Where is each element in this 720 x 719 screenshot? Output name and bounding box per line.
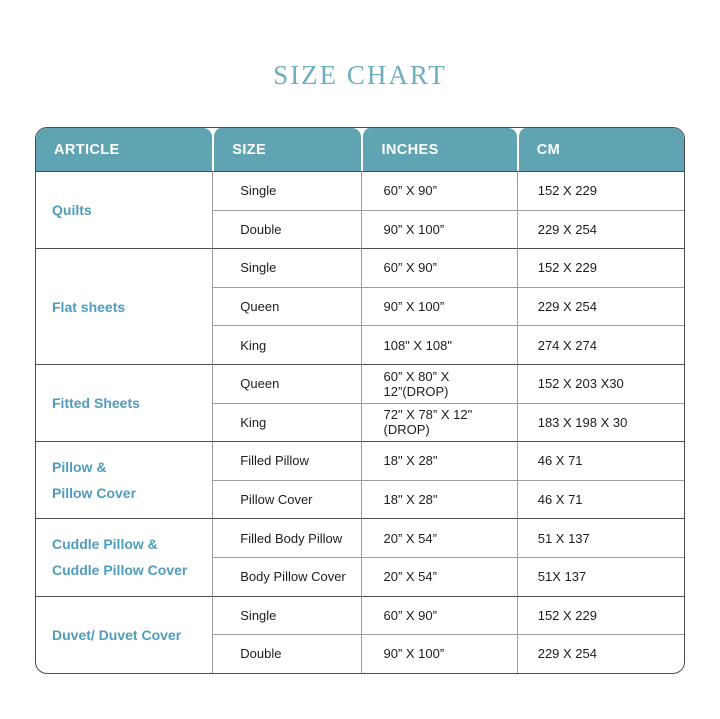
size-cell: Queen	[212, 364, 361, 403]
cm-cell: 152 X 229	[517, 596, 684, 635]
size-cell: Double	[212, 634, 361, 673]
inches-cell: 60” X 90”	[361, 171, 516, 210]
inches-cell: 20” X 54”	[361, 557, 516, 596]
column-header-size: SIZE	[212, 128, 361, 171]
cm-cell: 183 X 198 X 30	[517, 403, 684, 442]
article-label: Cuddle Pillow Cover	[52, 562, 188, 579]
inches-cell: 60” X 80” X 12”(DROP)	[361, 364, 516, 403]
size-cell: Single	[212, 596, 361, 635]
cm-cell: 229 X 254	[517, 287, 684, 326]
table-row	[36, 171, 684, 210]
cm-cell: 46 X 71	[517, 441, 684, 480]
inches-cell: 60” X 90”	[361, 596, 516, 635]
cm-cell: 229 X 254	[517, 210, 684, 249]
size-cell: Body Pillow Cover	[212, 557, 361, 596]
inches-cell: 90” X 100”	[361, 287, 516, 326]
size-cell: Single	[212, 248, 361, 287]
size-cell: Pillow Cover	[212, 480, 361, 519]
size-cell: Filled Pillow	[212, 441, 361, 480]
inches-cell: 108" X 108"	[361, 325, 516, 364]
inches-cell: 72" X 78” X 12"(DROP)	[361, 403, 516, 442]
cm-cell: 51 X 137	[517, 518, 684, 557]
article-label: Duvet/ Duvet Cover	[52, 626, 182, 643]
cm-cell: 152 X 203 X30	[517, 364, 684, 403]
article-label: Fitted Sheets	[52, 395, 140, 412]
size-cell: Filled Body Pillow	[212, 518, 361, 557]
cm-cell: 51X 137	[517, 557, 684, 596]
inches-cell: 60” X 90”	[361, 248, 516, 287]
table-row	[36, 518, 684, 557]
article-label: Flat sheets	[52, 298, 126, 315]
article-label: Quilts	[52, 202, 92, 219]
inches-cell: 90” X 100”	[361, 210, 516, 249]
size-chart-table	[35, 127, 685, 674]
table-row	[36, 596, 684, 635]
table-row	[36, 248, 684, 287]
cm-cell: 152 X 229	[517, 248, 684, 287]
column-header-article: ARTICLE	[36, 128, 212, 171]
article-label: Pillow &	[52, 459, 107, 476]
size-cell: King	[212, 403, 361, 442]
inches-cell: 18" X 28"	[361, 441, 516, 480]
table-row	[36, 441, 684, 480]
article-label: Pillow Cover	[52, 485, 137, 502]
column-header-inches: INCHES	[361, 128, 516, 171]
size-cell: Queen	[212, 287, 361, 326]
inches-cell: 20” X 54”	[361, 518, 516, 557]
cm-cell: 46 X 71	[517, 480, 684, 519]
size-cell: King	[212, 325, 361, 364]
header-row	[36, 128, 684, 171]
article-cell-duvet	[36, 596, 212, 673]
inches-cell: 18" X 28"	[361, 480, 516, 519]
article-cell-flat-sheets	[36, 248, 212, 364]
size-cell: Single	[212, 171, 361, 210]
page-title: SIZE CHART	[273, 60, 447, 90]
article-cell-quilts	[36, 171, 212, 248]
size-table	[36, 128, 684, 673]
cm-cell: 152 X 229	[517, 171, 684, 210]
cm-cell: 229 X 254	[517, 634, 684, 673]
cm-cell: 274 X 274	[517, 325, 684, 364]
article-cell-pillow	[36, 441, 212, 518]
size-chart-page	[0, 60, 720, 719]
size-cell: Double	[212, 210, 361, 249]
column-header-cm: CM	[517, 128, 684, 171]
inches-cell: 90” X 100”	[361, 634, 516, 673]
table-row	[36, 364, 684, 403]
article-cell-cuddle-pillow	[36, 518, 212, 595]
article-label: Cuddle Pillow &	[52, 536, 158, 553]
article-cell-fitted-sheets	[36, 364, 212, 441]
